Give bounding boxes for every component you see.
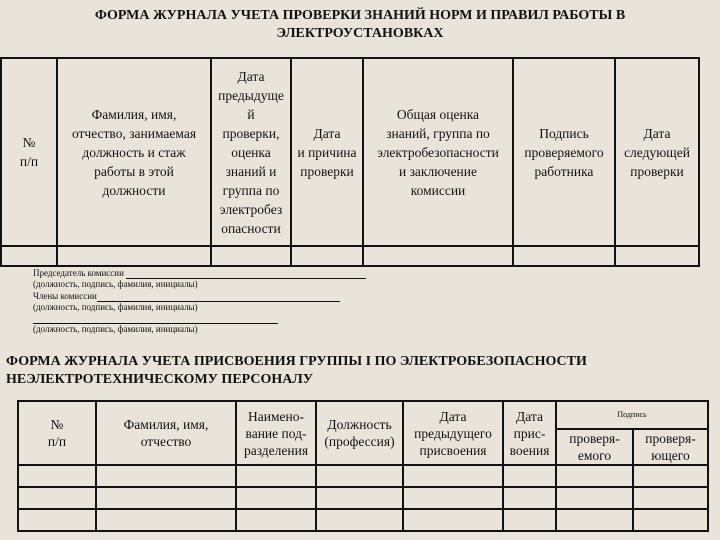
- header-previous-check: Дата предыдуще й проверки, оценка знаний и группа по электробез опасности: [211, 58, 291, 246]
- header-next-check-date: Дата следующей проверки: [615, 58, 699, 246]
- signature-note: (должность, подпись, фамилия, инициалы): [33, 324, 198, 335]
- form2-title: ФОРМА ЖУРНАЛА УЧЕТА ПРИСВОЕНИЯ ГРУППЫ I ПО ЭЛЕКТРОБЕЗОПАСНОСТИ НЕЭЛЕКТРОТЕХНИЧЕСКОМУ ПЕРСОНАЛУ: [6, 354, 587, 387]
- header-assignment-date: Дата прис- воения: [503, 401, 556, 465]
- table-row: [18, 509, 708, 531]
- chairman-label: Председатель комиссии: [33, 268, 124, 278]
- knowledge-check-journal-table: [0, 57, 700, 267]
- header-number: № п/п: [1, 58, 57, 246]
- header-overall-assessment: Общая оценка знаний, группа по электробезопасности и заключение комиссии: [363, 58, 513, 246]
- header-signature: Подпись: [556, 401, 708, 429]
- group-assignment-journal-table: [17, 400, 709, 532]
- header-position: Должность (профессия): [316, 401, 403, 465]
- header-full-name-position: Фамилия, имя, отчество, занимаемая должность и стаж работы в этой должности: [57, 58, 211, 246]
- header-number: № п/п: [18, 401, 96, 465]
- table-row: [18, 487, 708, 509]
- table-header-row: [1, 58, 699, 246]
- header-signature-examiner: проверя- ющего: [633, 429, 708, 465]
- header-signature-examinee: проверя- емого: [556, 429, 633, 465]
- header-employee-signature: Подпись проверяемого работника: [513, 58, 615, 246]
- table-row: [18, 465, 708, 487]
- table-row: [1, 246, 699, 266]
- members-label: Члены комиссии: [33, 290, 97, 301]
- header-check-date-reason: Дата и причина проверки: [291, 58, 363, 246]
- header-previous-assignment: Дата предыдущего присвоения: [403, 401, 503, 465]
- table-header-row: [18, 401, 708, 429]
- commission-signatures: [33, 268, 366, 336]
- form1-title: ФОРМА ЖУРНАЛА УЧЕТА ПРОВЕРКИ ЗНАНИЙ НОРМ И ПРАВИЛ РАБОТЫ В ЭЛЕКТРОУСТАНОВКАХ: [94, 8, 626, 41]
- signature-note: (должность, подпись, фамилия, инициалы): [33, 301, 198, 312]
- header-department: Наимено- вание под- разделения: [236, 401, 316, 465]
- header-full-name: Фамилия, имя, отчество: [96, 401, 236, 465]
- signature-note: (должность, подпись, фамилия, инициалы): [33, 279, 198, 290]
